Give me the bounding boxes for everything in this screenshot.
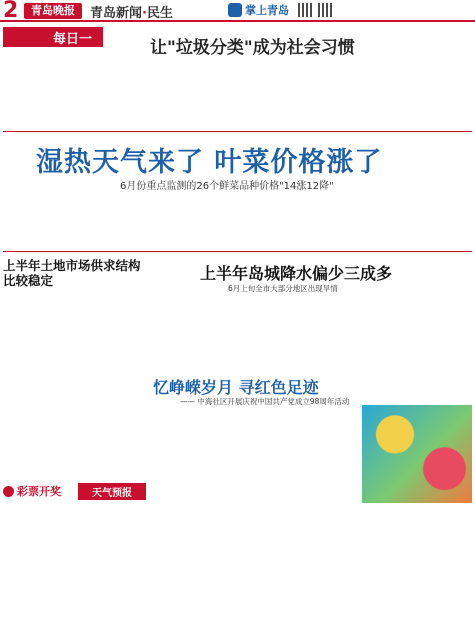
news-photo: [362, 405, 472, 503]
section-title: 青岛新闻·民生: [90, 6, 173, 21]
weather-title: 天气预报: [78, 483, 146, 500]
lead-headline: 湿热天气来了 叶菜价格涨了: [36, 147, 383, 178]
page-number: 2: [3, 0, 19, 23]
garbage-body: [110, 52, 472, 126]
daily-comment-header: 每日一评: [3, 27, 103, 47]
weather-box: [78, 483, 146, 618]
divider: [3, 131, 472, 132]
garbage-headline: 让"垃圾分类"成为社会习惯: [150, 38, 355, 58]
qr-code-icon: [298, 3, 312, 17]
land-body: [3, 293, 143, 468]
lottery-box: [3, 483, 75, 618]
qr-code-icon: [318, 3, 332, 17]
lottery-title: 彩票开奖: [3, 483, 75, 499]
app-icon: [228, 3, 242, 17]
app-promo: 掌上青岛: [228, 2, 289, 18]
rain-body: [148, 294, 472, 370]
paper-logo: 青岛晚报: [24, 3, 82, 19]
rain-subheadline: 6月上旬全市大部分地区出现旱情: [228, 284, 338, 293]
lead-body: [3, 190, 472, 245]
lead-subheadline: 6月份重点监测的26个鲜菜品种价格"14涨12降": [120, 181, 334, 192]
memory-body: [148, 407, 360, 457]
rain-headline: 上半年岛城降水偏少三成多: [200, 264, 393, 283]
daily-comment: [3, 27, 103, 127]
memory-subheadline: —— 中海社区开展庆祝中国共产党成立98周年活动: [180, 397, 350, 406]
lottery-ball-icon: [3, 486, 14, 497]
land-headline: 上半年土地市场供求结构比较稳定: [3, 258, 141, 288]
page-header: [0, 0, 475, 22]
divider: [3, 251, 472, 252]
memory-body-continued: [148, 505, 472, 617]
memory-headline: 忆峥嵘岁月 寻红色足迹: [153, 378, 319, 397]
